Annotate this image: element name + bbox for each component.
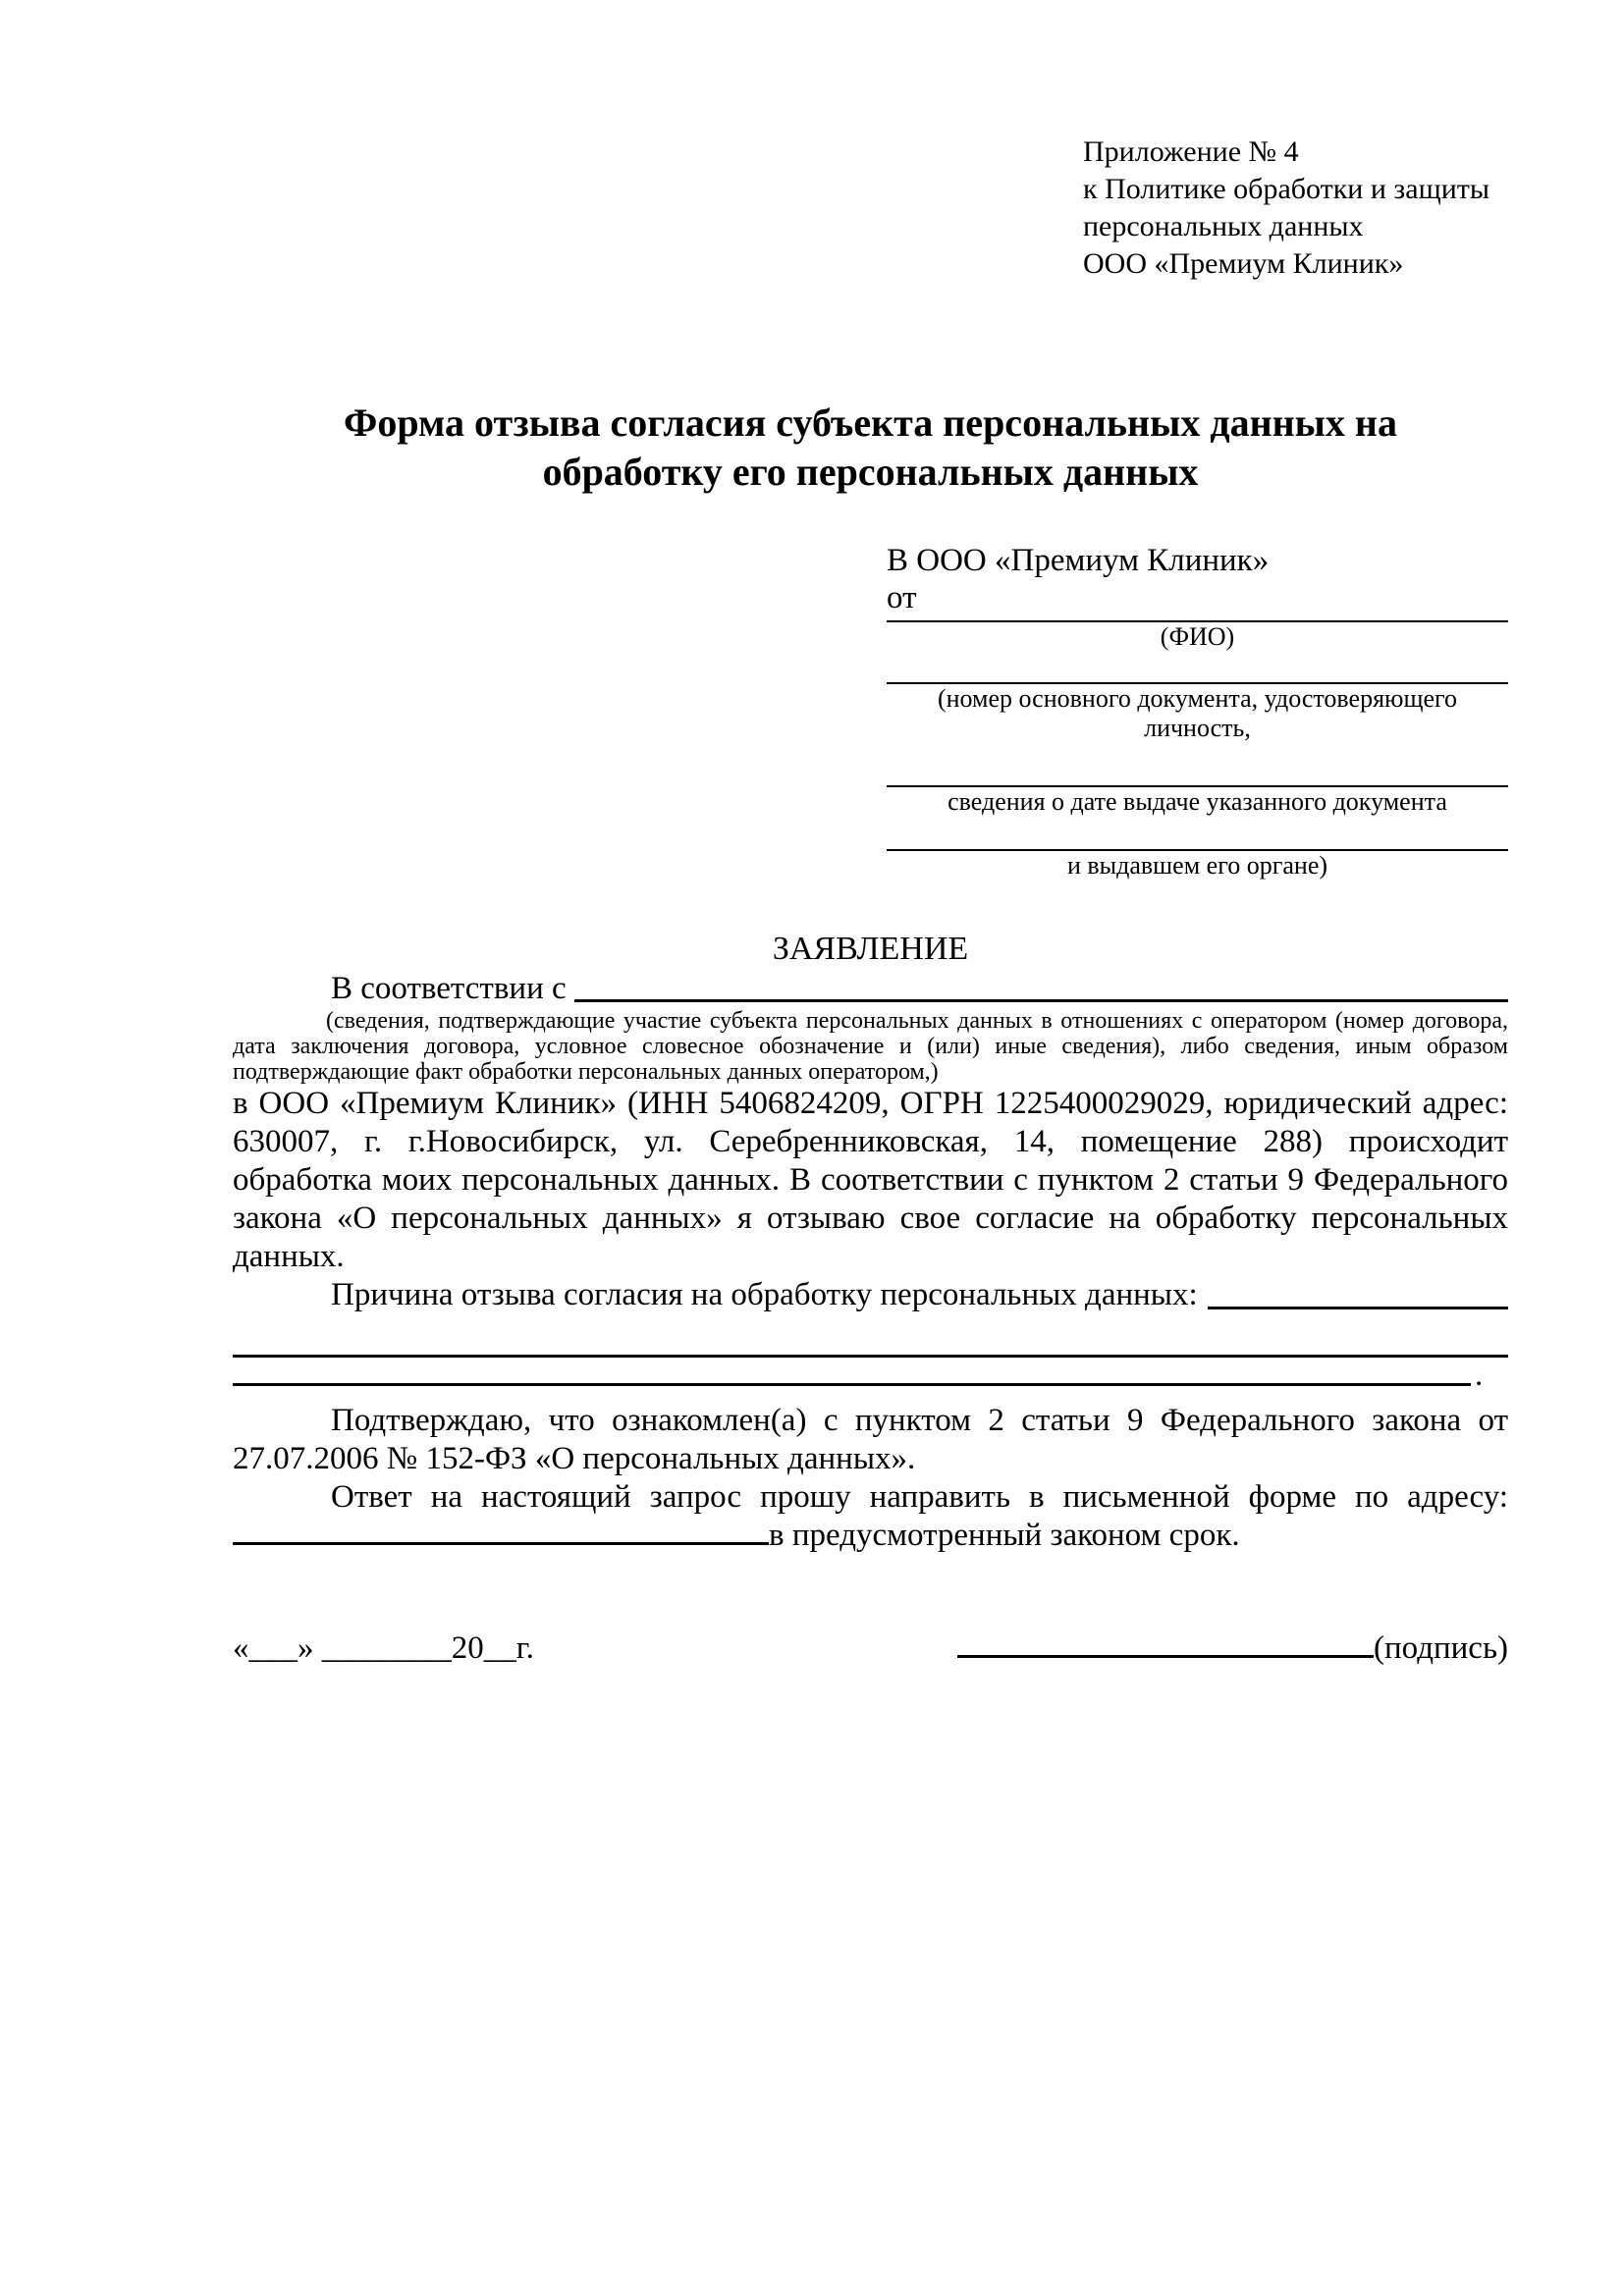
- legal-note: (сведения, подтверждающие участие субъекта персональных данных в отношениях с оператором (номер договора, дата заключения договора, условное словесное обозначение и (или) иные сведения), либо сведения, иным образом подтверждающие факт обработки персональных данных оператором,): [233, 1008, 1508, 1085]
- document-title: Форма отзыва согласия субъекта персональных данных на обработку его персональных данных: [344, 400, 1397, 494]
- date-blank: «___» ________20__г.: [233, 1630, 534, 1666]
- reason-extra-blank-line-2: [233, 1358, 1508, 1393]
- fio-field: [887, 620, 1508, 652]
- issuing-authority-field: [887, 849, 1508, 881]
- appendix-header-line: персональных данных: [1083, 210, 1364, 242]
- appendix-header-line: Приложение № 4: [1083, 135, 1299, 168]
- fio-caption: (ФИО): [1160, 622, 1235, 651]
- recipient-from: от: [887, 580, 917, 615]
- reply-suffix: в предусмотренный законом срок.: [769, 1518, 1240, 1553]
- reason-line: [233, 1276, 1508, 1314]
- address-blank-line: [233, 1542, 769, 1545]
- signature-caption: (подпись): [1374, 1630, 1508, 1666]
- reason-extra-blank-line-1: [233, 1314, 1508, 1358]
- document-number-field: [887, 682, 1508, 743]
- body-paragraph: в ООО «Премиум Клиник» (ИНН 5406824209, ОГРН 1225400029029, юридический адрес: 630007, г. г.Новосибирск, ул. Серебренниковская, 14, помещение 288) происходит обработка моих персональных данных. В соответствии с пунктом 2 статьи 9 Федерального закона «О персональных данных» я отзываю свое согласие на обработку персональных данных.: [233, 1086, 1508, 1274]
- statement-heading: ЗАЯВЛЕНИЕ: [772, 931, 969, 967]
- reason-blank-line: [1208, 1276, 1508, 1309]
- signature-blank-line: [957, 1655, 1374, 1658]
- issue-date-caption: сведения о дате выдаче указанного документа: [947, 787, 1447, 816]
- document-number-caption: (номер основного документа, удостоверяющего личность,: [937, 684, 1458, 742]
- intro-prefix: В соответствии с: [331, 971, 567, 1006]
- intro-line: [233, 969, 1508, 1008]
- appendix-header-line: к Политике обработки и защиты: [1083, 173, 1490, 205]
- confirmation-paragraph: Подтверждаю, что ознакомлен(а) с пунктом 2 статьи 9 Федерального закона от 27.07.2006 № 152-ФЗ «О персональных данных».: [233, 1403, 1508, 1476]
- reply-prefix: Ответ на настоящий запрос прошу направить в письменной форме по адресу:: [331, 1479, 1508, 1515]
- footer-row: [233, 1629, 1508, 1668]
- issuing-authority-caption: и выдавшем его органе): [1066, 851, 1328, 880]
- sentence-period: .: [1475, 1358, 1484, 1393]
- reason-label: Причина отзыва согласия на обработку персональных данных:: [331, 1277, 1198, 1312]
- issue-date-field: [887, 785, 1508, 817]
- recipient-to: В ООО «Премиум Клиник»: [887, 543, 1270, 578]
- reply-paragraph: [233, 1478, 1508, 1555]
- reason-extra-blank-rule: [233, 1383, 1471, 1386]
- recipient-block: [887, 542, 1508, 881]
- intro-blank-line: [574, 969, 1508, 1002]
- signature-group: [957, 1629, 1508, 1668]
- appendix-header-line: ООО «Премиум Клиник»: [1083, 247, 1404, 280]
- appendix-header: [1083, 133, 1508, 283]
